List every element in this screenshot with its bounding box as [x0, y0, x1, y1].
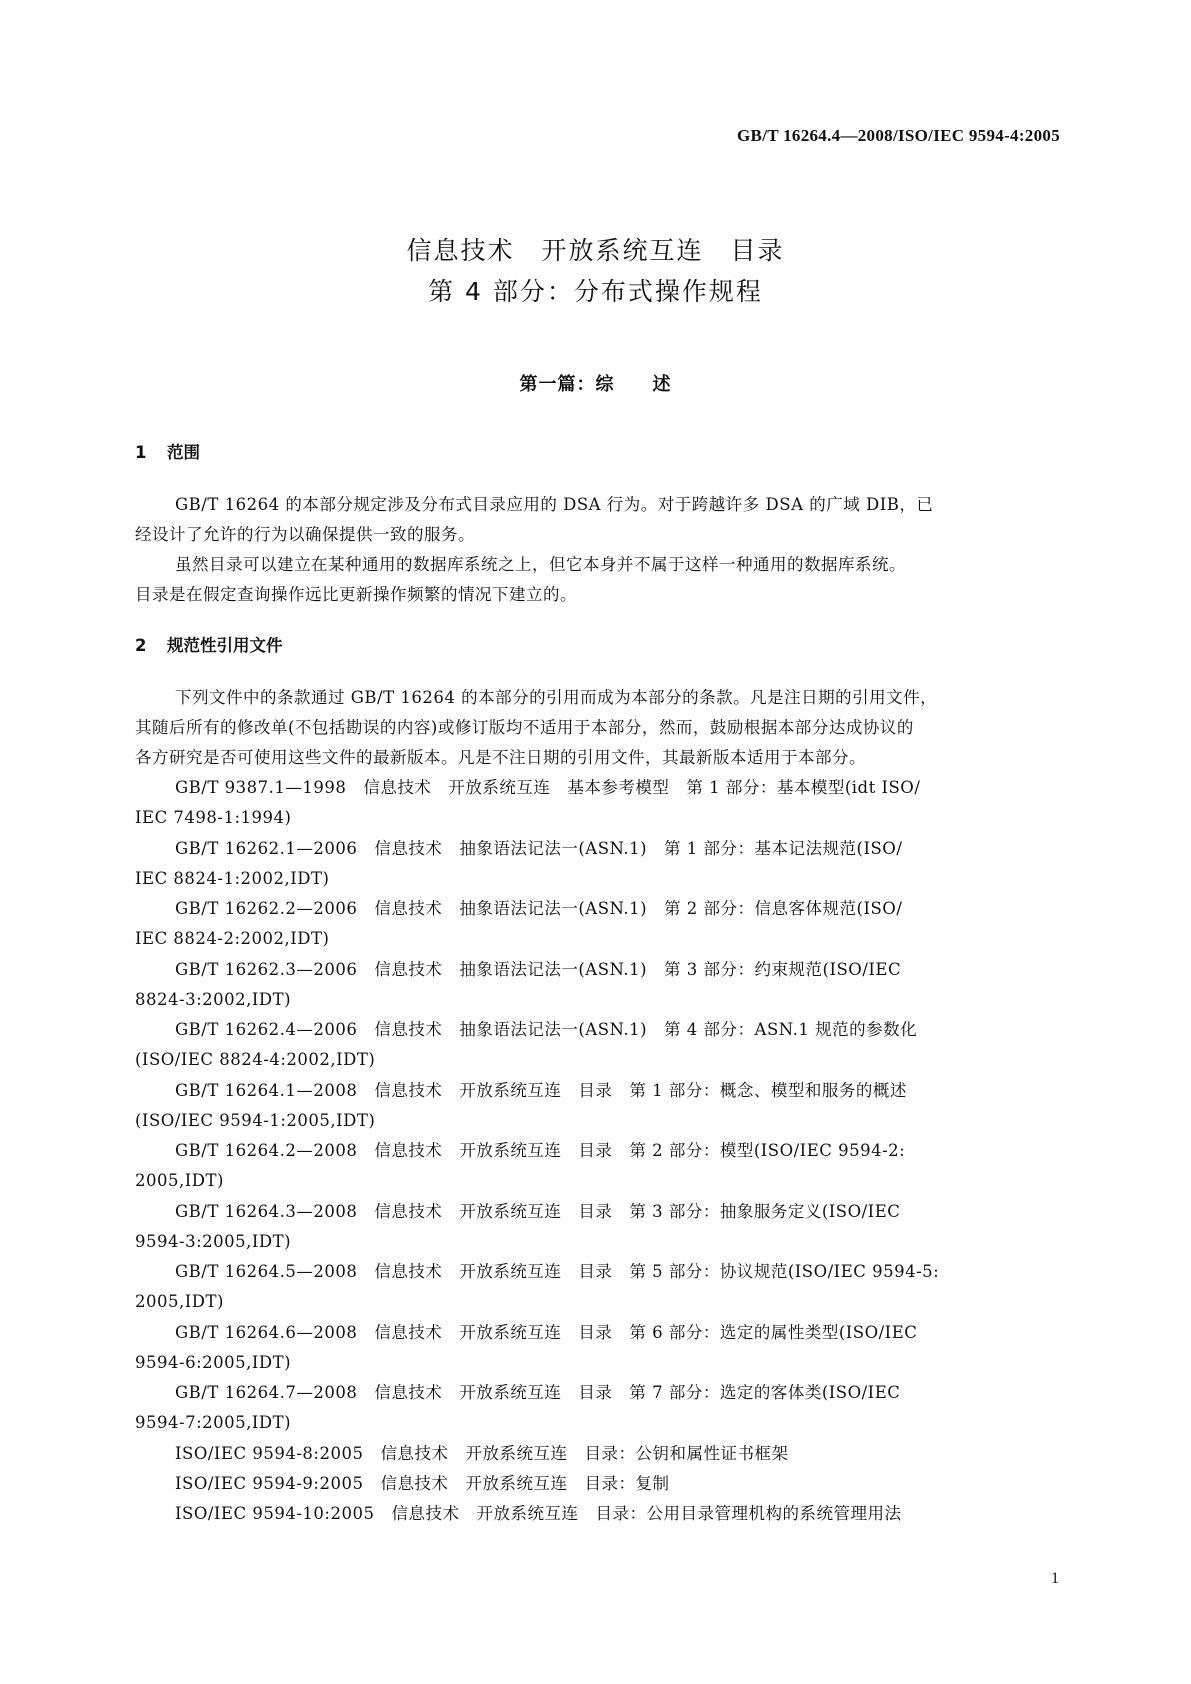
section-number: 1	[135, 443, 147, 462]
paragraph-line: 下列文件中的条款通过 GB/T 16264 的本部分的引用而成为本部分的条款。凡是注日期的引用文件，	[175, 688, 938, 707]
paragraph-line: 虽然目录可以建立在某种通用的数据库系统之上，但它本身并不属于这样一种通用的数据库系统。	[175, 555, 906, 574]
paragraph-line: 经设计了允许的行为以确保提供一致的服务。	[135, 525, 475, 544]
reference-line: ISO/IEC 9594-10:2005 信息技术 开放系统互连 目录：公用目录管理机构的系统管理用法	[175, 1504, 902, 1523]
section-number: 2	[135, 636, 147, 655]
reference-line: IEC 8824-1:2002,IDT)	[135, 869, 330, 888]
standard-code: GB/T 16264.4—2008/ISO/IEC 9594-4:2005	[737, 126, 1060, 145]
reference-line: GB/T 16264.2—2008 信息技术 开放系统互连 目录 第 2 部分：模型(ISO/IEC 9594-2:	[175, 1141, 906, 1160]
paragraph-line: 各方研究是否可使用这些文件的最新版本。凡是不注日期的引用文件，其最新版本适用于本部分。	[135, 748, 866, 767]
reference-line: 2005,IDT)	[135, 1292, 224, 1311]
reference-line: ISO/IEC 9594-9:2005 信息技术 开放系统互连 目录：复制	[175, 1474, 670, 1493]
section-title: 规范性引用文件	[167, 636, 283, 655]
section-heading-scope	[135, 439, 200, 463]
reference-line: GB/T 16262.3—2006 信息技术 抽象语法记法一(ASN.1) 第 3 部分：约束规范(ISO/IEC	[175, 960, 902, 979]
reference-line: GB/T 16264.5—2008 信息技术 开放系统互连 目录 第 5 部分：协议规范(ISO/IEC 9594-5:	[175, 1262, 940, 1281]
reference-line: (ISO/IEC 9594-1:2005,IDT)	[135, 1111, 376, 1130]
part-heading: 第一篇：综 述	[519, 374, 672, 395]
reference-line: GB/T 16264.3—2008 信息技术 开放系统互连 目录 第 3 部分：抽象服务定义(ISO/IEC	[175, 1202, 901, 1221]
reference-line: 2005,IDT)	[135, 1171, 224, 1190]
document-title-line1: 信息技术 开放系统互连 目录	[406, 236, 785, 265]
section-heading-normative-references	[135, 632, 283, 656]
page-number: 1	[1051, 1570, 1059, 1587]
reference-line: GB/T 16264.6—2008 信息技术 开放系统互连 目录 第 6 部分：选定的属性类型(ISO/IEC	[175, 1323, 918, 1342]
reference-line: IEC 7498-1:1994)	[135, 808, 292, 827]
reference-line: 9594-6:2005,IDT)	[135, 1353, 292, 1372]
reference-line: ISO/IEC 9594-8:2005 信息技术 开放系统互连 目录：公钥和属性证书框架	[175, 1444, 789, 1463]
paragraph-line: GB/T 16264 的本部分规定涉及分布式目录应用的 DSA 行为。对于跨越许多 DSA 的广域 DIB，已	[175, 495, 934, 514]
reference-line: GB/T 16264.7—2008 信息技术 开放系统互连 目录 第 7 部分：选定的客体类(ISO/IEC	[175, 1383, 901, 1402]
reference-line: (ISO/IEC 8824-4:2002,IDT)	[135, 1050, 376, 1069]
reference-line: GB/T 16264.1—2008 信息技术 开放系统互连 目录 第 1 部分：概念、模型和服务的概述	[175, 1081, 907, 1100]
section-title: 范围	[167, 443, 200, 462]
reference-line: GB/T 16262.1—2006 信息技术 抽象语法记法一(ASN.1) 第 1 部分：基本记法规范(ISO/	[175, 839, 903, 858]
paragraph-line: 目录是在假定查询操作远比更新操作频繁的情况下建立的。	[135, 585, 577, 604]
paragraph-line: 其随后所有的修改单(不包括勘误的内容)或修订版均不适用于本部分，然而，鼓励根据本部分达成协议的	[135, 718, 914, 737]
reference-line: 8824-3:2002,IDT)	[135, 990, 292, 1009]
reference-line: GB/T 16262.4—2006 信息技术 抽象语法记法一(ASN.1) 第 4 部分：ASN.1 规范的参数化	[175, 1020, 918, 1039]
reference-line: IEC 8824-2:2002,IDT)	[135, 929, 330, 948]
document-title-line2: 第 4 部分：分布式操作规程	[428, 277, 763, 306]
reference-line: GB/T 16262.2—2006 信息技术 抽象语法记法一(ASN.1) 第 2 部分：信息客体规范(ISO/	[175, 899, 903, 918]
reference-line: 9594-3:2005,IDT)	[135, 1232, 292, 1251]
reference-line: 9594-7:2005,IDT)	[135, 1413, 292, 1432]
reference-line: GB/T 9387.1—1998 信息技术 开放系统互连 基本参考模型 第 1 部分：基本模型(idt ISO/	[175, 778, 921, 797]
